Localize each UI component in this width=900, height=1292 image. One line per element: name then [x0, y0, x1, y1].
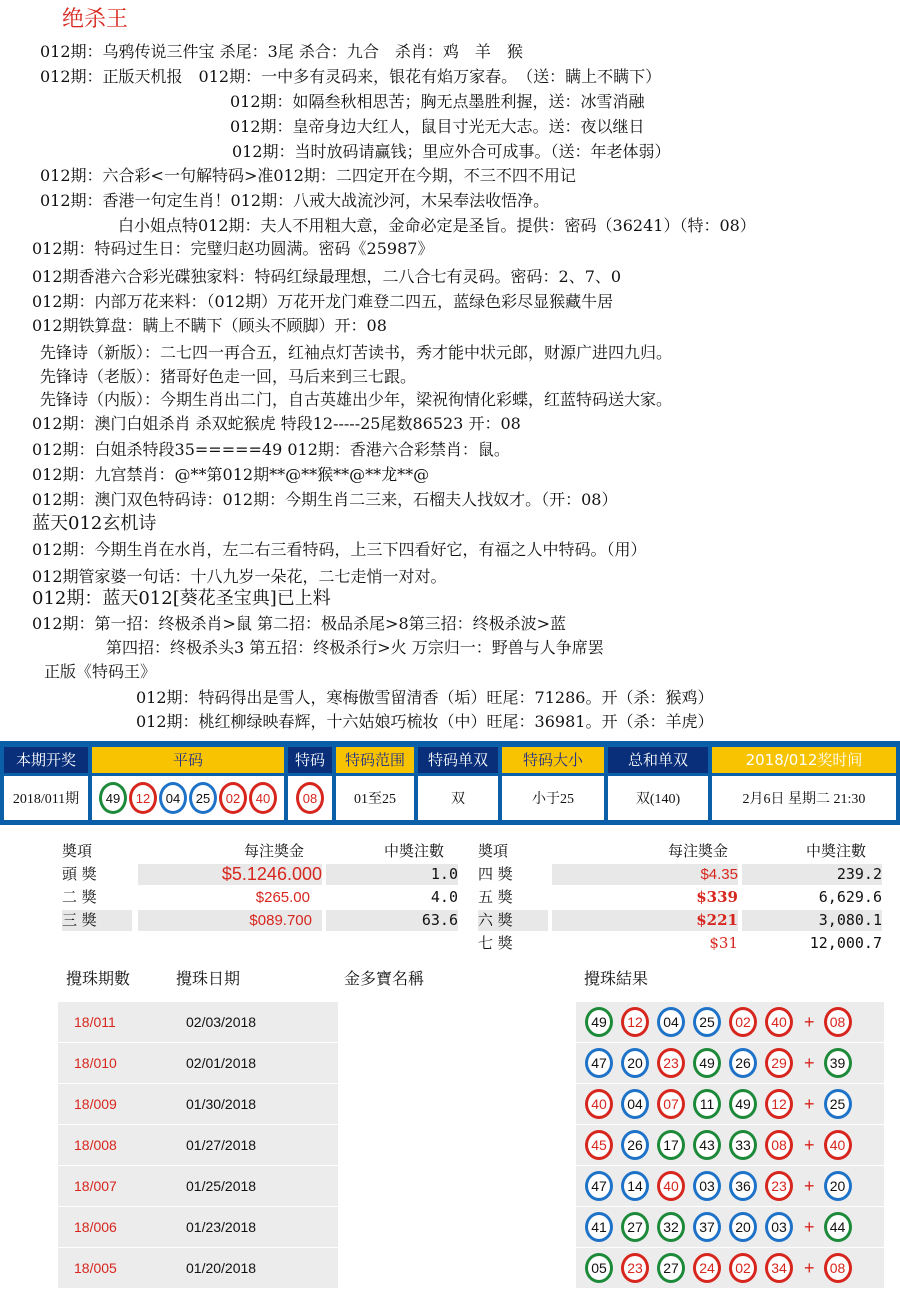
result-ball: 49 [729, 1089, 757, 1119]
result-special-ball: 08 [824, 1253, 852, 1283]
result-ball: 07 [657, 1089, 685, 1119]
text-line: 012期：蓝天012[葵花圣宝典]已上料 [32, 588, 331, 609]
prize-amount: $265.00 [255, 889, 310, 906]
plus-sign: + [804, 1134, 815, 1155]
prize-amount: $4.35 [552, 864, 738, 885]
text-line: 012期：今期生肖在水肖，左二右三看特码，上三下四看好它，有福之人中特码。（用） [32, 540, 647, 559]
result-ball: 25 [693, 1007, 721, 1037]
text-line: 先锋诗（老版）：猪哥好色走一回，马后来到三七跟。 [40, 367, 417, 386]
result-name-cell [338, 1125, 576, 1165]
prize-amount: $5.1246.000 [138, 864, 322, 885]
text-line: 012期：澳门白姐杀肖 杀双蛇猴虎 特段12-----25尾数86523 开：08 [32, 414, 521, 433]
result-name-cell [338, 1166, 576, 1206]
result-ball: 17 [657, 1130, 685, 1160]
prize-name: 五 獎 [478, 888, 513, 906]
text-line: 012期：第一招：终极杀肖>鼠 第二招：极品杀尾>8第三招：终极杀波>蓝 [32, 614, 567, 633]
text-line: 012期：乌鸦传说三件宝 杀尾：3尾 杀合：九合 杀肖：鸡 羊 猴 [40, 42, 523, 61]
header-special-odd-even: 特码单双 [418, 747, 498, 773]
special-ball-cell [288, 776, 332, 820]
text-line: 012期香港六合彩光碟独家料：特码红绿最理想，二八合七有灵码。密码：2、7、0 [32, 267, 622, 286]
prize-header: 奬項 [478, 842, 509, 860]
header-next-draw-time: 2018/012奖时间 [712, 747, 896, 773]
text-line: 012期：正版天机报 012期：一中多有灵码来，银花有焰万家春。 （送：瞒上不瞒下） [40, 67, 662, 86]
result-name-cell [338, 1084, 576, 1124]
result-ball: 47 [585, 1048, 613, 1078]
result-period: 18/007 [74, 1178, 117, 1194]
odd-even-value: 双 [418, 776, 498, 820]
prize-count: 63.6 [326, 910, 458, 931]
result-ball: 36 [729, 1171, 757, 1201]
next-draw-time: 2月6日 星期二 21:30 [712, 776, 896, 820]
results-header: 攪珠日期 [176, 969, 241, 988]
prize-header: 中奬注數 [806, 842, 867, 860]
result-ball: 04 [657, 1007, 685, 1037]
plus-sign: + [804, 1216, 815, 1237]
result-row [58, 1207, 884, 1247]
result-ball: 40 [585, 1089, 613, 1119]
result-period: 18/011 [74, 1014, 116, 1030]
regular-balls [92, 776, 284, 820]
draw-period: 2018/011期 [4, 776, 88, 820]
result-ball: 03 [693, 1171, 721, 1201]
result-ball: 47 [585, 1171, 613, 1201]
result-balls [584, 1048, 859, 1078]
result-ball: 23 [657, 1048, 685, 1078]
result-date: 02/01/2018 [186, 1055, 257, 1071]
text-line: 012期：如隔叁秋相思苦；胸无点墨胜利握，送：冰雪消融 [230, 92, 645, 111]
result-date: 01/27/2018 [186, 1137, 257, 1153]
header-current-draw: 本期开奖 [4, 747, 88, 773]
result-period: 18/006 [74, 1219, 117, 1235]
result-balls [584, 1007, 859, 1037]
result-special-ball: 40 [824, 1130, 852, 1160]
result-row [58, 1125, 884, 1165]
prize-name: 二 獎 [62, 888, 97, 906]
result-balls [584, 1171, 859, 1201]
result-row [58, 1043, 884, 1083]
result-special-ball: 39 [824, 1048, 852, 1078]
prize-count: 3,080.1 [742, 910, 882, 931]
result-ball: 08 [765, 1130, 793, 1160]
result-ball: 49 [585, 1007, 613, 1037]
plus-sign: + [804, 1011, 815, 1032]
prize-amount: $339 [696, 888, 738, 906]
result-ball: 26 [729, 1048, 757, 1078]
result-date: 01/30/2018 [186, 1096, 257, 1112]
result-ball: 20 [729, 1212, 757, 1242]
result-special-ball: 08 [824, 1007, 852, 1037]
result-ball: 05 [585, 1253, 613, 1283]
text-line: 012期：特码过生日：完璧归赵功圆满。密码《25987》 [32, 239, 434, 258]
result-ball: 11 [693, 1089, 721, 1119]
text-line: 012期：当时放码请赢钱；里应外合可成事。（送：年老体弱） [232, 142, 671, 161]
result-ball: 27 [621, 1212, 649, 1242]
text-line: 012期：桃红柳绿映春辉，十六姑娘巧梳妆（中）旺尾：36981。开（杀：羊虎） [136, 712, 714, 731]
plus-sign: + [804, 1175, 815, 1196]
prize-count: 239.2 [742, 864, 882, 885]
result-row [58, 1248, 884, 1288]
prize-amount: $089.700 [138, 910, 322, 931]
plus-sign: + [804, 1052, 815, 1073]
result-ball: 12 [765, 1089, 793, 1119]
result-ball: 37 [693, 1212, 721, 1242]
prize-count: 12,000.7 [809, 934, 882, 952]
result-date: 02/03/2018 [186, 1014, 257, 1030]
size-value: 小于25 [502, 776, 604, 820]
text-line: 白小姐点特012期：夫人不用粗大意，金命必定是圣旨。提供：密码（36241）（特：08） [118, 216, 756, 235]
results-header: 攪珠期數 [66, 969, 131, 988]
result-row [58, 1166, 884, 1206]
result-date: 01/20/2018 [186, 1260, 257, 1276]
prize-name: 四 獎 [478, 865, 513, 883]
result-ball: 20 [621, 1048, 649, 1078]
result-period: 18/009 [74, 1096, 117, 1112]
header-regular-numbers: 平码 [92, 747, 284, 773]
result-name-cell [338, 1207, 576, 1247]
special-range-value: 01至25 [336, 776, 414, 820]
text-line: 蓝天012玄机诗 [32, 513, 157, 534]
prize-amount: $221 [552, 910, 738, 931]
result-ball: 40 [765, 1007, 793, 1037]
result-ball: 24 [693, 1253, 721, 1283]
result-ball: 02 [729, 1007, 757, 1037]
result-ball: 14 [621, 1171, 649, 1201]
text-line: 第四招：终极杀头3 第五招：终极杀行>火 万宗归一：野兽与人争席罢 [106, 638, 604, 657]
result-ball: 41 [585, 1212, 613, 1242]
page-title: 绝杀王 [62, 7, 129, 32]
header-special-number: 特码 [288, 747, 332, 773]
ball: 49 [99, 782, 127, 814]
result-special-ball: 44 [824, 1212, 852, 1242]
prize-name: 三 獎 [62, 910, 132, 931]
result-ball: 40 [657, 1171, 685, 1201]
result-ball: 23 [765, 1171, 793, 1201]
result-ball: 29 [765, 1048, 793, 1078]
text-line: 012期管家婆一句话：十八九岁一朵花，二七走悄一对对。 [32, 567, 447, 586]
result-balls [584, 1253, 859, 1283]
result-balls [584, 1089, 859, 1119]
text-line: 012期：特码得出是雪人，寒梅傲雪留清香（垢）旺尾：71286。开（杀：猴鸡） [136, 688, 714, 707]
prize-count: 1.0 [326, 864, 458, 885]
result-ball: 23 [621, 1253, 649, 1283]
result-ball: 26 [621, 1130, 649, 1160]
prize-name: 頭 獎 [62, 865, 97, 883]
result-period: 18/008 [74, 1137, 117, 1153]
ball: 40 [249, 782, 277, 814]
header-special-size: 特码大小 [502, 747, 604, 773]
ball: 25 [189, 782, 217, 814]
prize-count: 4.0 [430, 888, 458, 906]
header-special-range: 特码范围 [336, 747, 414, 773]
result-ball: 03 [765, 1212, 793, 1242]
ball: 12 [129, 782, 157, 814]
ball: 02 [219, 782, 247, 814]
result-ball: 04 [621, 1089, 649, 1119]
header-sum-odd-even: 总和单双 [608, 747, 708, 773]
prize-name: 六 獎 [478, 910, 548, 931]
result-name-cell [338, 1248, 576, 1288]
text-line: 012期铁算盘：瞒上不瞒下（顾头不顾脚）开：08 [32, 316, 387, 335]
text-line: 012期：六合彩<一句解特码>准012期：二四定开在今期，不三不四不用记 [40, 166, 576, 185]
results-header: 金多寶名稱 [344, 969, 425, 988]
plus-sign: + [804, 1257, 815, 1278]
plus-sign: + [804, 1093, 815, 1114]
text-line: 012期：白姐杀特段35=====49 012期：香港六合彩禁肖：鼠。 [32, 440, 510, 459]
result-ball: 33 [729, 1130, 757, 1160]
result-balls [584, 1212, 859, 1242]
text-line: 先锋诗（内版）：今期生肖出二门，自古英雄出少年，梁祝徇情化彩蝶，红蓝特码送大家。 [40, 390, 673, 409]
text-line: 正版《特码王》 [44, 662, 157, 681]
text-line: 先锋诗（新版）：二七四一再合五，红袖点灯苦读书，秀才能中状元郎，财源广进四九归。 [40, 343, 673, 362]
result-ball: 43 [693, 1130, 721, 1160]
text-line: 012期：内部万花来料：（012期）万花开龙门难登二四五，蓝绿色彩尽显猴藏牛居 [32, 292, 614, 311]
result-ball: 02 [729, 1253, 757, 1283]
result-ball: 45 [585, 1130, 613, 1160]
result-name-cell [338, 1002, 576, 1042]
result-ball: 49 [693, 1048, 721, 1078]
prize-header: 中奬注數 [384, 842, 445, 860]
result-balls [584, 1130, 859, 1160]
prize-count: 6,629.6 [818, 888, 882, 906]
result-name-cell [338, 1043, 576, 1083]
result-ball: 12 [621, 1007, 649, 1037]
result-date: 01/23/2018 [186, 1219, 257, 1235]
prize-name: 七 獎 [478, 934, 513, 952]
prize-amount: $31 [709, 934, 738, 952]
results-header: 攪珠結果 [584, 969, 649, 988]
prize-header: 奬項 [62, 842, 93, 860]
special-ball: 08 [296, 782, 324, 814]
result-row [58, 1084, 884, 1124]
result-ball: 27 [657, 1253, 685, 1283]
result-special-ball: 25 [824, 1089, 852, 1119]
prize-header: 每注奬金 [244, 842, 305, 860]
result-ball: 34 [765, 1253, 793, 1283]
text-line: 012期：九宫禁肖：@**第012期**@**猴**@**龙**@ [32, 465, 430, 484]
result-special-ball: 20 [824, 1171, 852, 1201]
sum-value: 双(140) [608, 776, 708, 820]
result-date: 01/25/2018 [186, 1178, 257, 1194]
text-line: 012期：皇帝身边大红人，鼠目寸光无大志。送：夜以继日 [230, 117, 645, 136]
result-period: 18/005 [74, 1260, 117, 1276]
result-period: 18/010 [74, 1055, 117, 1071]
text-line: 012期：澳门双色特码诗：012期：今期生肖二三来，石榴夫人找奴才。（开：08） [32, 490, 618, 509]
ball: 04 [159, 782, 187, 814]
prize-header: 每注奬金 [668, 842, 729, 860]
draw-result-table [0, 741, 900, 825]
result-ball: 32 [657, 1212, 685, 1242]
result-row [58, 1002, 884, 1042]
text-line: 012期：香港一句定生肖！012期：八戒大战流沙河，木呆奉法收悟净。 [40, 191, 550, 210]
